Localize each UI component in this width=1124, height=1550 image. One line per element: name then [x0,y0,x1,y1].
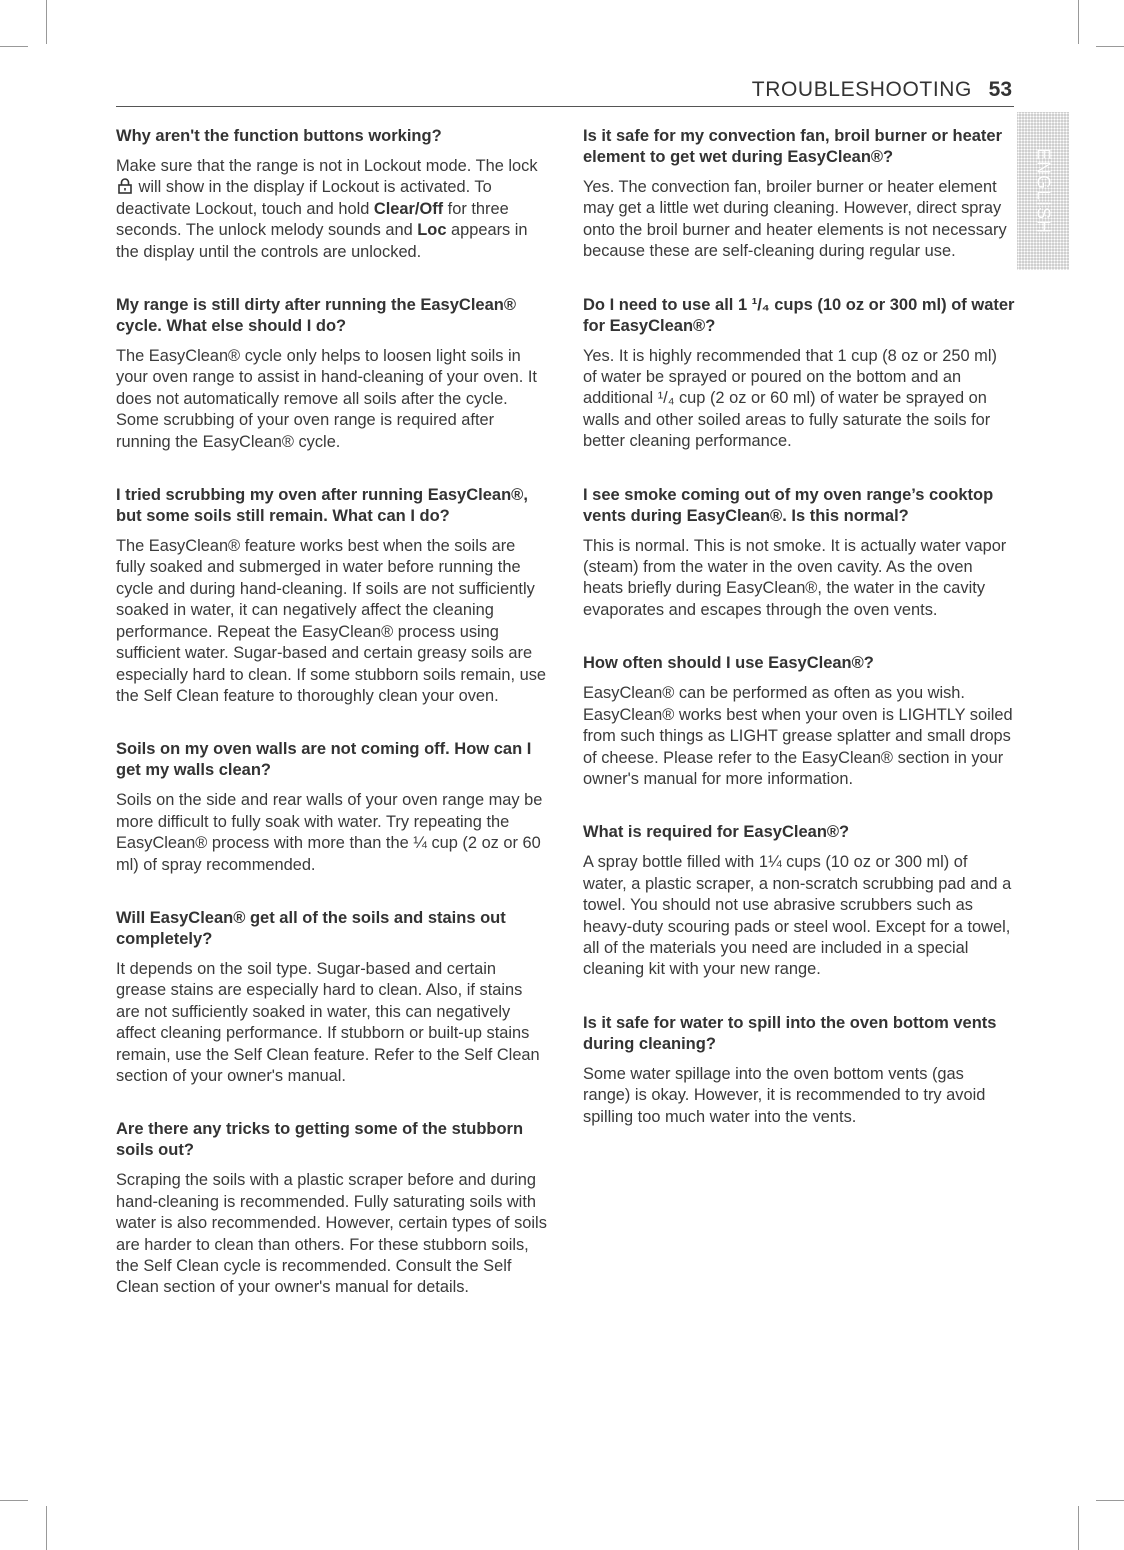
faq-question: Do I need to use all 1 ¹/₄ cups (10 oz or 300 ml) of water for EasyClean®? [583,295,1015,335]
faq-item [583,295,1015,453]
crop-mark [0,46,28,47]
crop-mark [1096,1500,1124,1501]
faq-answer: Some water spillage into the oven bottom vents (gas range) is okay. However, it is recommended to try avoid spilling too much water into the vents. [583,1064,986,1126]
faq-answer: The EasyClean® cycle only helps to loosen light soils in your oven range to assist in hand-cleaning of your oven. It does not automatically remove all soils after the cycle. Some scrubbing of your oven range is required after running the EasyClean® cycle. [116,347,537,451]
left-column [116,126,548,1299]
faq-question: Is it safe for my convection fan, broil burner or heater element to get wet during EasyClean®? [583,127,1003,166]
crop-mark [1096,46,1124,47]
crop-mark [46,1506,47,1550]
faq-item [116,739,548,876]
page-number: 53 [988,78,1012,101]
faq-item [116,485,548,707]
faq-question: What is required for EasyClean®? [583,823,850,842]
crop-mark [0,1500,28,1501]
faq-answer: Yes. It is highly recommended that 1 cup (8 oz or 250 ml) of water be sprayed or poured on the bottom and an additional ¹/₄ cup (2 oz or 60 ml) of water be sprayed on walls and other soiled areas to fully saturate the soils for better cleaning performance. [583,346,997,451]
faq-question: I tried scrubbing my oven after running EasyClean®, but some soils still remain. What can I do? [116,486,528,526]
faq-item [116,1119,548,1298]
faq-item [583,485,1015,622]
faq-question: Soils on my oven walls are not coming off. How can I get my walls clean? [116,740,532,780]
faq-item [116,126,548,263]
faq-item [116,908,548,1087]
faq-answer: EasyClean® can be performed as often as you wish. EasyClean® works best when your oven is LIGHTLY soiled from such things as LIGHT grease splatter and small drops of cheese. Please refer to the EasyClean® section in your owner's manual for more information. [583,684,1013,788]
faq-answer: Scraping the soils with a plastic scraper before and during hand-cleaning is recommended. Fully saturating soils with water is also recommended. However, certain types of soils are harder to clean than others. For these stubborn soils, the Self Clean cycle is recommended. Consult the Self Clean section of your owner's manual for details. [116,1171,547,1297]
page-header [116,76,1014,107]
faq-answer: Yes. The convection fan, broiler burner or heater element may get a little wet during cleaning. However, direct spray onto the broil burner and heater elements is not necessary because these are self-cleaning during regular use. [583,178,1007,261]
section-title: TROUBLESHOOTING [751,78,972,101]
language-tab [1017,112,1069,270]
crop-mark [1078,1506,1079,1550]
faq-question: I see smoke coming out of my oven range’s cooktop vents during EasyClean®. Is this normal? [583,485,994,525]
faq-answer: Soils on the side and rear walls of your oven range may be more difficult to fully soak with water. Try repeating the EasyClean® process with more than the ¼ cup (2 oz or 60 ml) of spray recommended. [116,791,543,874]
right-column [583,126,1015,1128]
lock-icon [118,178,132,194]
faq-item [583,126,1015,263]
faq-question: My range is still dirty after running the EasyClean® cycle. What else should I do? [116,296,517,336]
faq-answer: A spray bottle filled with 1¼ cups (10 oz or 300 ml) of water, a plastic scraper, a non-scratch scrubbing pad and a towel. You should not use abrasive scrubbers such as heavy-duty scouring pads or steel wool. Except for a towel, all of the materials you need are included in a special cleaning kit with your new range. [583,853,1012,979]
faq-answer: Make sure that the range is not in Lockout mode. The lock will show in the display if Lockout is activated. To deactivate Lockout, touch and hold Clear/Off for three seconds. The unlock melody sounds and Loc appears in the display until the controls are unlocked. [116,157,538,261]
faq-question: Will EasyClean® get all of the soils and stains out completely? [116,908,506,948]
faq-question: Are there any tricks to getting some of the stubborn soils out? [116,1120,524,1160]
language-tab-label: ENGLISH [1033,147,1054,235]
faq-item [583,653,1015,790]
faq-item [583,822,1015,980]
faq-answer: This is normal. This is not smoke. It is actually water vapor (steam) from the water in the oven cavity. As the oven heats briefly during EasyClean®, the water in the cavity evaporates and escapes through the oven vents. [583,536,1007,619]
faq-answer: The EasyClean® feature works best when the soils are fully soaked and submerged in water before running the cycle and during hand-cleaning. If soils are not sufficiently soaked in water, it can negatively affect the cleaning performance. Repeat the EasyClean® process using sufficient water. Sugar-based and certain greasy soils are especially hard to clean. If some stubborn soils remain, use the Self Clean feature to thoroughly clean your oven. [116,537,547,705]
faq-question: Is it safe for water to spill into the oven bottom vents during cleaning? [583,1013,997,1053]
faq-answer: It depends on the soil type. Sugar-based and certain grease stains are especially hard to clean. Also, if stains are not sufficiently soaked in water, this can negatively affect cleaning performance. If stubborn or built-up stains remain, use the Self Clean feature. Refer to the Self Clean section of your owner's manual. [116,959,540,1085]
faq-item [116,295,548,453]
crop-mark [1078,0,1079,44]
crop-mark [46,0,47,44]
faq-question: How often should I use EasyClean®? [583,654,874,673]
faq-question: Why aren't the function buttons working? [116,127,442,145]
faq-item [583,1013,1015,1128]
